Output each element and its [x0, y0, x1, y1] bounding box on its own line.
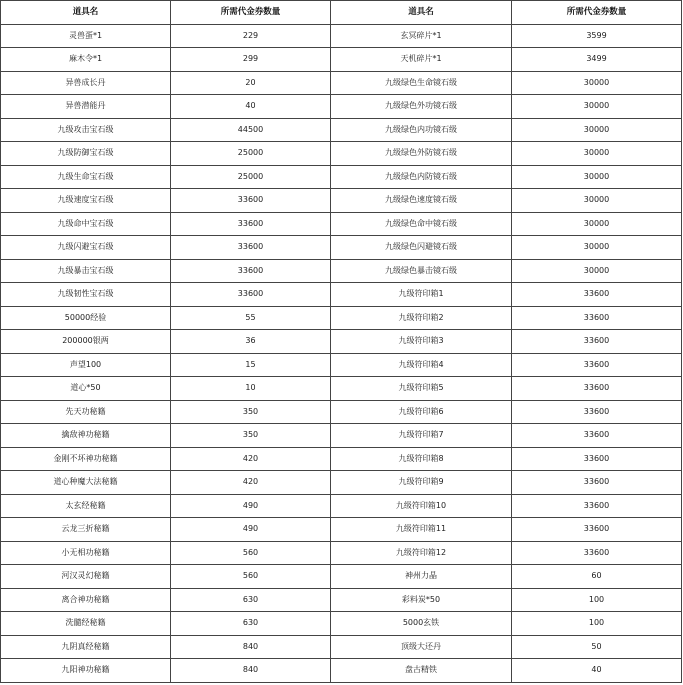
item-name-left: 云龙三折秘籍: [1, 518, 171, 542]
table-row: [1, 212, 682, 236]
table-row: [1, 283, 682, 307]
item-name-right: 九级符印箱6: [331, 400, 512, 424]
voucher-count-right: 30000: [512, 142, 682, 166]
item-name-right: 九级绿色外功镜石级: [331, 95, 512, 119]
voucher-count-right: 100: [512, 588, 682, 612]
item-name-left: 声望100: [1, 353, 171, 377]
voucher-count-right: 33600: [512, 518, 682, 542]
voucher-count-right: 40: [512, 659, 682, 683]
item-name-left: 金刚不坏神功秘籍: [1, 447, 171, 471]
item-name-right: 玄冥碎片*1: [331, 24, 512, 48]
item-name-left: 异兽潜能丹: [1, 95, 171, 119]
table-row: [1, 541, 682, 565]
item-name-left: 离合神功秘籍: [1, 588, 171, 612]
voucher-count-left: 490: [171, 518, 331, 542]
item-name-right: 九级绿色暴击镜石级: [331, 259, 512, 283]
voucher-count-right: 30000: [512, 71, 682, 95]
item-name-right: 九级符印箱7: [331, 424, 512, 448]
item-name-right: 九级绿色内防镜石级: [331, 165, 512, 189]
table-row: [1, 24, 682, 48]
voucher-count-left: 840: [171, 659, 331, 683]
voucher-count-left: 33600: [171, 236, 331, 260]
table-row: [1, 447, 682, 471]
item-name-right: 九级符印箱5: [331, 377, 512, 401]
voucher-count-left: 490: [171, 494, 331, 518]
header-row: [1, 1, 682, 25]
voucher-count-left: 350: [171, 424, 331, 448]
item-name-left: 小无相功秘籍: [1, 541, 171, 565]
voucher-count-left: 229: [171, 24, 331, 48]
voucher-count-left: 420: [171, 471, 331, 495]
table-row: [1, 424, 682, 448]
table-row: [1, 400, 682, 424]
item-name-left: 先天功秘籍: [1, 400, 171, 424]
item-name-left: 九级攻击宝石级: [1, 118, 171, 142]
voucher-count-right: 100: [512, 612, 682, 636]
voucher-count-right: 33600: [512, 330, 682, 354]
voucher-count-right: 33600: [512, 400, 682, 424]
voucher-count-left: 630: [171, 588, 331, 612]
table-row: [1, 95, 682, 119]
voucher-count-left: 840: [171, 635, 331, 659]
voucher-count-left: 560: [171, 541, 331, 565]
table-row: [1, 377, 682, 401]
voucher-count-left: 44500: [171, 118, 331, 142]
item-name-right: 5000玄铁: [331, 612, 512, 636]
table-row: [1, 189, 682, 213]
table-row: [1, 353, 682, 377]
table-row: [1, 588, 682, 612]
item-name-right: 九级符印箱4: [331, 353, 512, 377]
voucher-count-left: 350: [171, 400, 331, 424]
item-name-right: 九级绿色内功镜石级: [331, 118, 512, 142]
voucher-count-right: 33600: [512, 424, 682, 448]
voucher-count-right: 30000: [512, 165, 682, 189]
table-row: [1, 118, 682, 142]
voucher-count-left: 299: [171, 48, 331, 72]
voucher-count-left: 25000: [171, 142, 331, 166]
item-name-right: 九级符印箱2: [331, 306, 512, 330]
voucher-count-right: 60: [512, 565, 682, 589]
voucher-count-right: 30000: [512, 236, 682, 260]
item-name-right: 神州力晶: [331, 565, 512, 589]
item-name-left: 九级防御宝石级: [1, 142, 171, 166]
item-name-left: 200000银两: [1, 330, 171, 354]
table-row: [1, 165, 682, 189]
item-name-right: 九级符印箱3: [331, 330, 512, 354]
voucher-count-left: 25000: [171, 165, 331, 189]
table-row: [1, 494, 682, 518]
table-body: [1, 24, 682, 682]
item-name-right: 顶级大还丹: [331, 635, 512, 659]
voucher-count-right: 30000: [512, 189, 682, 213]
item-name-right: 九级绿色外防镜石级: [331, 142, 512, 166]
item-name-left: 洗髓经秘籍: [1, 612, 171, 636]
item-name-right: 九级符印箱10: [331, 494, 512, 518]
item-name-left: 九级韧性宝石级: [1, 283, 171, 307]
item-name-left: 九级命中宝石级: [1, 212, 171, 236]
voucher-count-right: 50: [512, 635, 682, 659]
item-name-left: 九级生命宝石级: [1, 165, 171, 189]
voucher-count-right: 33600: [512, 541, 682, 565]
table-row: [1, 142, 682, 166]
voucher-count-left: 20: [171, 71, 331, 95]
voucher-count-right: 30000: [512, 259, 682, 283]
table-row: [1, 635, 682, 659]
item-name-left: 九阴真经秘籍: [1, 635, 171, 659]
voucher-count-left: 33600: [171, 189, 331, 213]
item-name-left: 道心*50: [1, 377, 171, 401]
voucher-count-left: 55: [171, 306, 331, 330]
item-name-right: 九级符印箱8: [331, 447, 512, 471]
voucher-count-left: 15: [171, 353, 331, 377]
table-row: [1, 259, 682, 283]
voucher-count-right: 33600: [512, 306, 682, 330]
header-item-name-left: 道具名: [1, 1, 171, 25]
voucher-count-right: 30000: [512, 118, 682, 142]
voucher-count-right: 3499: [512, 48, 682, 72]
voucher-count-right: 30000: [512, 212, 682, 236]
item-name-right: 九级绿色命中镜石级: [331, 212, 512, 236]
voucher-count-right: 33600: [512, 377, 682, 401]
table-row: [1, 330, 682, 354]
voucher-count-right: 3599: [512, 24, 682, 48]
voucher-count-left: 560: [171, 565, 331, 589]
item-name-left: 50000经验: [1, 306, 171, 330]
table-row: [1, 471, 682, 495]
item-name-left: 异兽成长丹: [1, 71, 171, 95]
voucher-count-right: 33600: [512, 447, 682, 471]
voucher-count-right: 33600: [512, 471, 682, 495]
item-name-left: 太玄经秘籍: [1, 494, 171, 518]
voucher-count-left: 33600: [171, 259, 331, 283]
item-name-right: 盘古精铁: [331, 659, 512, 683]
voucher-count-left: 33600: [171, 212, 331, 236]
voucher-count-left: 36: [171, 330, 331, 354]
voucher-count-right: 33600: [512, 494, 682, 518]
header-voucher-count-left: 所需代金券数量: [171, 1, 331, 25]
item-name-left: 道心种魔大法秘籍: [1, 471, 171, 495]
item-name-right: 九级绿色生命镜石级: [331, 71, 512, 95]
table-row: [1, 612, 682, 636]
table-row: [1, 659, 682, 683]
item-name-right: 彩料炭*50: [331, 588, 512, 612]
item-name-left: 九级暴击宝石级: [1, 259, 171, 283]
item-name-left: 九级闪避宝石级: [1, 236, 171, 260]
item-name-right: 九级符印箱11: [331, 518, 512, 542]
item-name-left: 灵兽蛋*1: [1, 24, 171, 48]
item-name-right: 九级符印箱12: [331, 541, 512, 565]
item-name-right: 九级绿色闪避镜石级: [331, 236, 512, 260]
header-voucher-count-right: 所需代金券数量: [512, 1, 682, 25]
header-item-name-right: 道具名: [331, 1, 512, 25]
item-name-right: 九级符印箱9: [331, 471, 512, 495]
item-name-right: 九级符印箱1: [331, 283, 512, 307]
table-row: [1, 565, 682, 589]
item-name-right: 九级绿色速度镜石级: [331, 189, 512, 213]
table-row: [1, 48, 682, 72]
item-name-left: 九阳神功秘籍: [1, 659, 171, 683]
item-name-left: 擒敌神功秘籍: [1, 424, 171, 448]
voucher-count-left: 630: [171, 612, 331, 636]
voucher-count-left: 33600: [171, 283, 331, 307]
table-row: [1, 306, 682, 330]
voucher-count-left: 40: [171, 95, 331, 119]
voucher-count-left: 10: [171, 377, 331, 401]
item-name-left: 麻木令*1: [1, 48, 171, 72]
table-row: [1, 236, 682, 260]
voucher-count-left: 420: [171, 447, 331, 471]
item-name-left: 九级速度宝石级: [1, 189, 171, 213]
voucher-count-right: 30000: [512, 95, 682, 119]
voucher-count-right: 33600: [512, 353, 682, 377]
table-row: [1, 518, 682, 542]
item-name-right: 天机碎片*1: [331, 48, 512, 72]
voucher-count-right: 33600: [512, 283, 682, 307]
table-row: [1, 71, 682, 95]
item-name-left: 河汉灵幻秘籍: [1, 565, 171, 589]
